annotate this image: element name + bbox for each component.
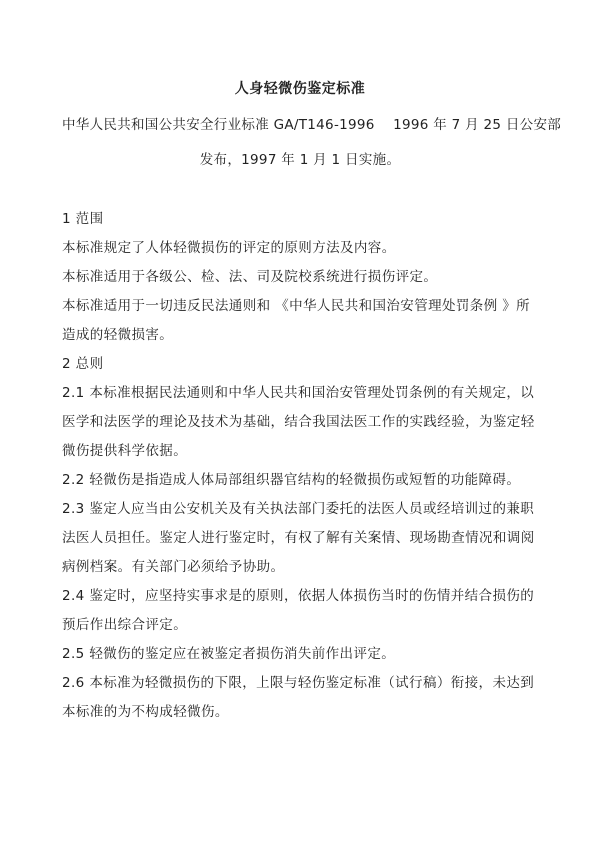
paragraph: 2.6 本标准为轻微损伤的下限，上限与轻伤鉴定标准（试行稿）衔接，未达到本标准的为不构成轻微伤。 — [62, 675, 535, 720]
paragraph: 本标准适用于一切违反民法通则和 《中华人民共和国治安管理处罚条例 》所造成的轻微损害。 — [62, 298, 531, 343]
subtitle-line-2: 发布，1997 年 1 月 1 日实施。 — [199, 152, 401, 168]
paragraph: 2.2 轻微伤是指造成人体局部组织器官结构的轻微损伤或短暂的功能障碍。 — [62, 472, 521, 488]
paragraph: 本标准适用于各级公、检、法、司及院校系统进行损伤评定。 — [62, 269, 438, 285]
paragraph: 2.1 本标准根据民法通则和中华人民共和国治安管理处罚条例的有关规定，以医学和法医学的理论及技术为基础，结合我国法医工作的实践经验，为鉴定轻微伤提供科学依据。 — [62, 385, 535, 459]
subtitle-line-1: 中华人民共和国公共安全行业标准 GA/T146-1996 1996 年 7 月 25 日公安部 — [62, 117, 562, 133]
document-title: 人身轻微伤鉴定标准 — [234, 81, 366, 97]
paragraph: 2.3 鉴定人应当由公安机关及有关执法部门委托的法医人员或经培训过的兼职法医人员担任。鉴定人进行鉴定时，有权了解有关案情、现场勘查情况和调阅病例档案。有关部门必须给予协助。 — [62, 501, 535, 575]
document-body — [62, 205, 542, 727]
section-heading-general: 2 总则 — [62, 356, 104, 372]
paragraph: 2.5 轻微伤的鉴定应在被鉴定者损伤消失前作出评定。 — [62, 646, 396, 662]
paragraph: 2.4 鉴定时，应坚持实事求是的原则，依据人体损伤当时的伤情并结合损伤的预后作出综合评定。 — [62, 588, 535, 633]
paragraph: 本标准规定了人体轻微损伤的评定的原则方法及内容。 — [62, 240, 396, 256]
section-heading-scope: 1 范围 — [62, 211, 104, 227]
